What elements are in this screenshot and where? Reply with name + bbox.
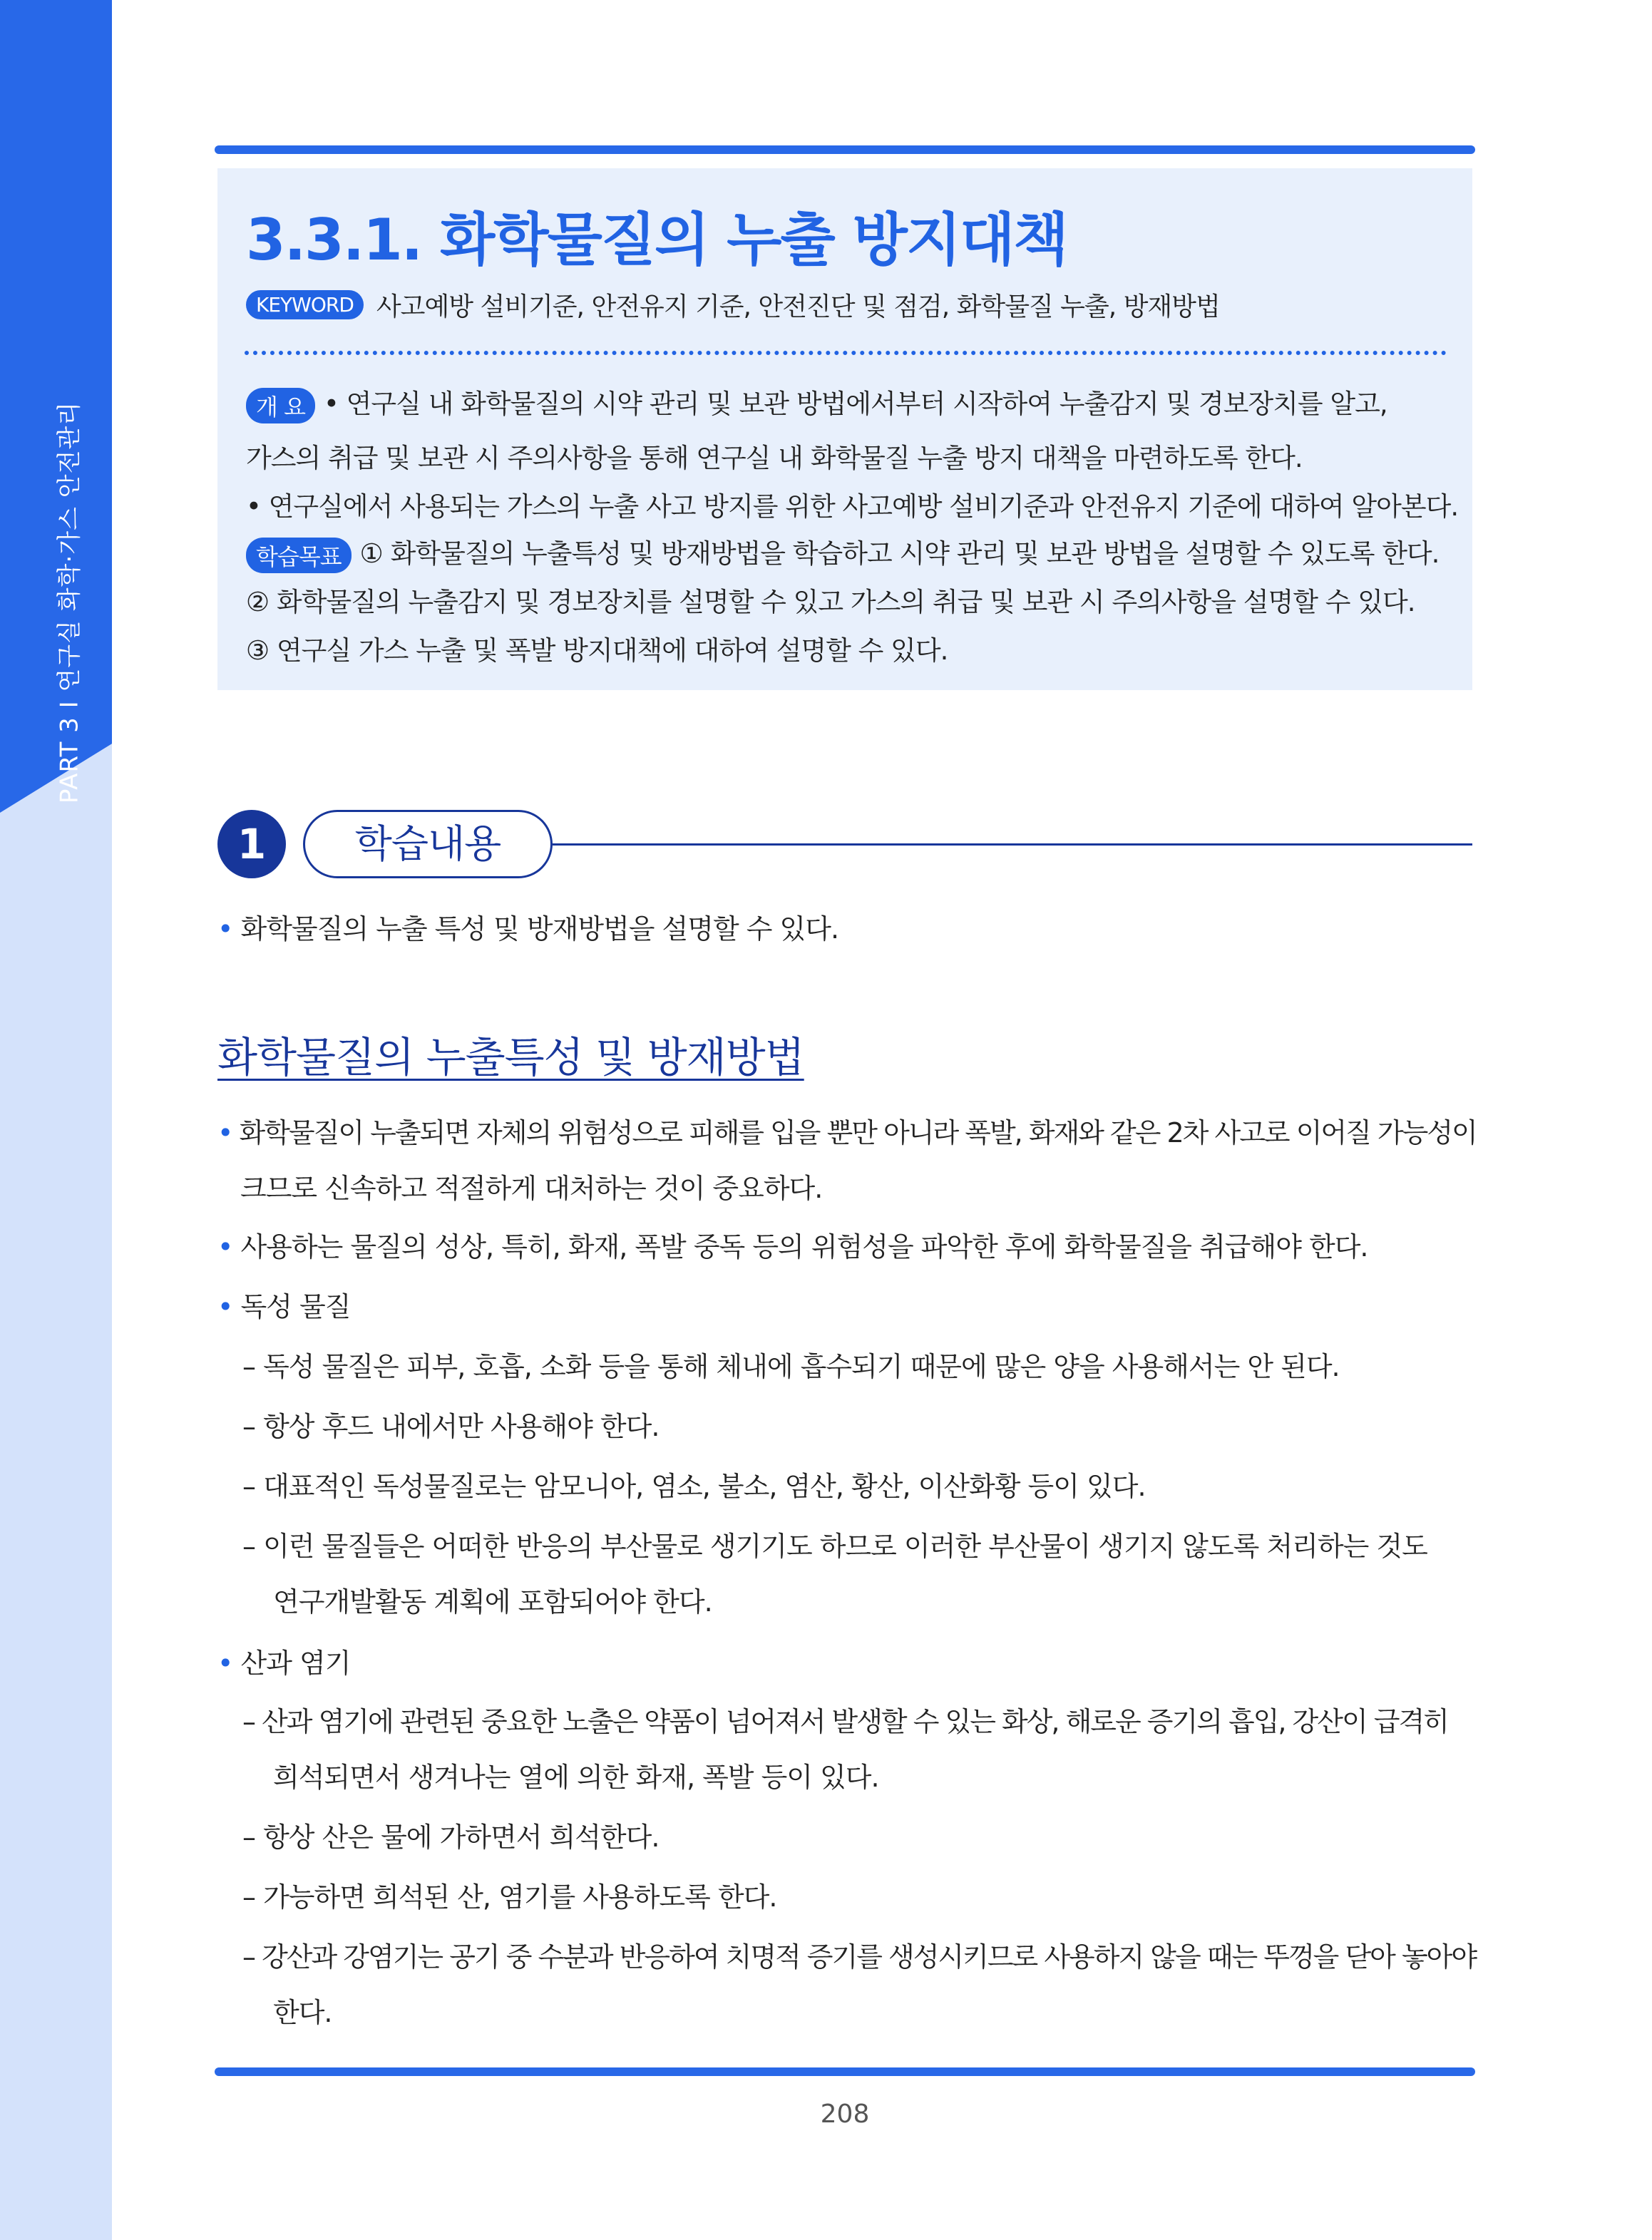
keyword-badge: KEYWORD [246,290,364,319]
acid-item-1-text: 산과 염기에 관련된 중요한 노출은 약품이 넘어져서 발생할 수 있는 화상, 해로운 증기의 흡입, 강산이 급격히 [262,1706,1448,1737]
toxic-heading-text: 독성 물질 [240,1291,351,1322]
paragraph-1-text: 화학물질이 누출되면 자체의 위험성으로 피해를 입을 뿐만 아니라 폭발, 화재와 같은 2차 사고로 이어질 가능성이 [239,1117,1477,1149]
page-title: 3.3.1. 화학물질의 누출 방지대책 [246,207,1067,273]
overview-text-1: • 연구실 내 화학물질의 시약 관리 및 보관 방법에서부터 시작하여 누출감지 및 경보장치를 알고, [324,389,1387,419]
paragraph-1-line-2: 크므로 신속하고 적절하게 대처하는 것이 중요하다. [240,1173,823,1204]
dotted-divider [245,351,1447,355]
keyword-row [246,287,1220,323]
summary-box [217,168,1472,690]
top-rule [215,145,1475,154]
keyword-list: 사고예방 설비기준, 안전유지 기준, 안전진단 및 점검, 화학물질 누출, 방재방법 [376,292,1220,322]
goal-text-1: ① 화학물질의 누출특성 및 방재방법을 학습하고 시약 관리 및 보관 방법을 설명할 수 있도록 한다. [359,538,1440,569]
toxic-heading [217,1285,350,1324]
acid-heading-text: 산과 염기 [240,1648,351,1679]
section-heading-rule [553,843,1472,846]
toxic-item-2: – 항상 후드 내에서만 사용해야 한다. [242,1411,660,1442]
paragraph-1-line-1 [217,1111,1477,1150]
goal-line-1 [246,532,1439,573]
section-intro-text: 화학물질의 누출 특성 및 방재방법을 설명할 수 있다. [240,913,839,945]
overview-line-1 [246,382,1387,423]
acid-item-3: – 가능하면 희석된 산, 염기를 사용하도록 한다. [242,1881,777,1913]
bullet-icon: • [217,1117,232,1149]
acid-item-1-line-1: – 산과 염기에 관련된 중요한 노출은 약품이 넘어져서 발생할 수 있는 화상, 해로운 증기의 흡입, 강산이 급격히 [242,1706,1448,1737]
paragraph-2 [217,1225,1368,1264]
toxic-item-3-text: 대표적인 독성물질로는 암모니아, 염소, 불소, 염산, 황산, 이산화황 등이 있다. [263,1471,1146,1502]
acid-item-4-line-2: 한다. [273,1997,332,2028]
acid-item-2-text: 항상 산은 물에 가하면서 희석한다. [263,1822,660,1853]
toxic-item-4-line-1: – 이런 물질들은 어떠한 반응의 부산물로 생기기도 하므로 이러한 부산물이 생기지 않도록 처리하는 것도 [242,1531,1427,1562]
goal-line-2: ② 화학물질의 누출감지 및 경보장치를 설명할 수 있고 가스의 취급 및 보관 시 주의사항을 설명할 수 있다. [246,587,1415,617]
bullet-icon: • [217,1231,233,1263]
acid-item-3-text: 가능하면 희석된 산, 염기를 사용하도록 한다. [263,1881,777,1913]
bullet-icon: • [217,1291,233,1322]
section-heading: 학습내용 [354,821,501,866]
acid-item-4-line-1: – 강산과 강염기는 공기 중 수분과 반응하여 치명적 증기를 생성시키므로 사용하지 않을 때는 뚜껑을 닫아 놓아야 [242,1941,1477,1973]
acid-item-4-text: 강산과 강염기는 공기 중 수분과 반응하여 치명적 증기를 생성시키므로 사용하지 않을 때는 뚜껑을 닫아 놓아야 [262,1941,1477,1973]
bullet-icon: • [217,1648,233,1679]
toxic-item-3: – 대표적인 독성물질로는 암모니아, 염소, 불소, 염산, 황산, 이산화황 등이 있다. [242,1471,1146,1502]
section-intro [217,907,838,946]
page-number: 208 [820,2100,870,2129]
toxic-item-1-text: 독성 물질은 피부, 호흡, 소화 등을 통해 체내에 흡수되기 때문에 많은 양을 사용해서는 안 된다. [263,1351,1340,1382]
content-subheading: 화학물질의 누출특성 및 방재방법 [217,1033,804,1082]
bullet-icon: • [217,913,233,945]
paragraph-2-text: 사용하는 물질의 성상, 특히, 화재, 폭발 중독 등의 위험성을 파악한 후에 화학물질을 취급해야 한다. [240,1231,1368,1263]
goal-line-3: ③ 연구실 가스 누출 및 폭발 방지대책에 대하여 설명할 수 있다. [246,635,948,666]
overview-badge: 개 요 [246,388,315,423]
section-heading-frame [303,810,553,878]
toxic-item-4-line-2: 연구개발활동 계획에 포함되어야 한다. [273,1586,712,1618]
overview-line-2: 가스의 취급 및 보관 시 주의사항을 통해 연구실 내 화학물질 누출 방지 대책을 마련하도록 한다. [246,443,1303,473]
toxic-item-2-text: 항상 후드 내에서만 사용해야 한다. [263,1411,660,1442]
acid-item-2: – 항상 산은 물에 가하면서 희석한다. [242,1822,660,1853]
section-number-badge: 1 [217,810,286,878]
sidebar-part-label: PART 3 Ⅰ 연구실 화학·가스 안전관리 [55,401,84,804]
toxic-item-4-text: 이런 물질들은 어떠한 반응의 부산물로 생기기도 하므로 이러한 부산물이 생기지 않도록 처리하는 것도 [263,1531,1427,1562]
acid-heading [217,1641,350,1680]
goals-badge: 학습목표 [246,538,352,573]
bottom-rule [215,2067,1475,2076]
toxic-item-1: – 독성 물질은 피부, 호흡, 소화 등을 통해 체내에 흡수되기 때문에 많은 양을 사용해서는 안 된다. [242,1351,1340,1382]
acid-item-1-line-2: 희석되면서 생겨나는 열에 의한 화재, 폭발 등이 있다. [273,1762,879,1793]
overview-line-3: • 연구실에서 사용되는 가스의 누출 사고 방지를 위한 사고예방 설비기준과 안전유지 기준에 대하여 알아본다. [246,491,1459,522]
